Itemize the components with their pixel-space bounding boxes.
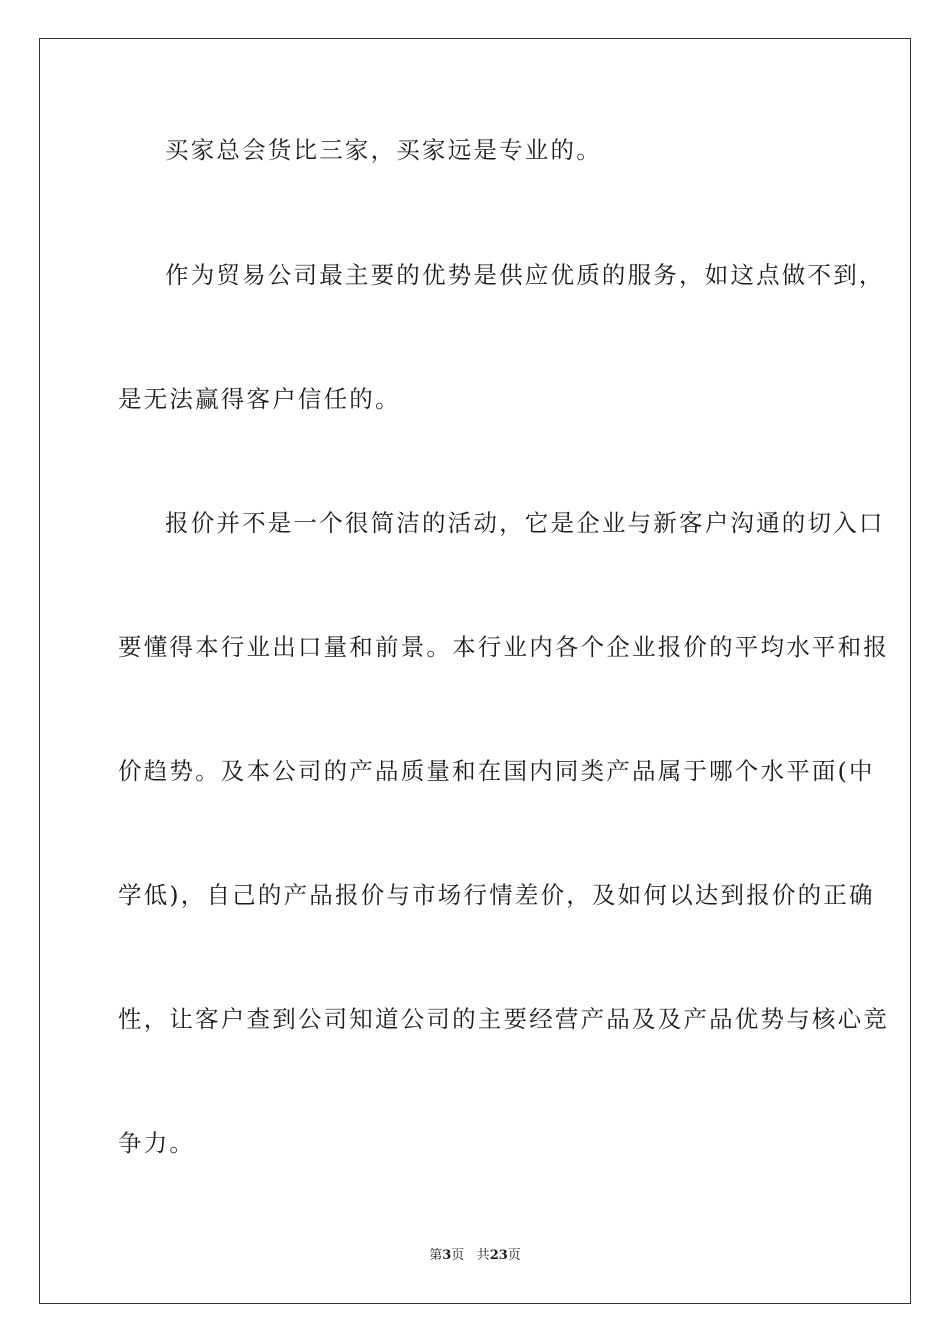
total-prefix: 共	[476, 1248, 490, 1263]
text-line-3: 是无法赢得客户信任的。	[118, 385, 401, 413]
text-line-7: 学低)，自己的产品报价与市场行情差价，及如何以达到报价的正确	[118, 881, 875, 909]
total-suffix: 页	[507, 1248, 521, 1263]
page-number: 3	[442, 1248, 452, 1263]
total-pages: 23	[489, 1248, 508, 1263]
page-prefix: 第	[429, 1248, 443, 1263]
text-line-8: 性，让客户查到公司知道公司的主要经营产品及及产品优势与核心竞	[118, 1005, 889, 1033]
page-border	[39, 38, 911, 1304]
text-line-6: 价趋势。及本公司的产品质量和在国内同类产品属于哪个水平面(中	[118, 757, 875, 785]
page-footer	[0, 1248, 950, 1264]
text-line-9: 争力。	[118, 1129, 196, 1157]
text-line-5: 要懂得本行业出口量和前景。本行业内各个企业报价的平均水平和报	[118, 633, 889, 661]
text-line-2: 作为贸易公司最主要的优势是供应优质的服务，如这点做不到，	[165, 261, 885, 289]
text-line-4: 报价并不是一个很简洁的活动，它是企业与新客户沟通的切入口	[165, 509, 885, 537]
page-suffix: 页	[451, 1248, 465, 1263]
text-line-1: 买家总会货比三家，买家远是专业的。	[165, 136, 602, 164]
